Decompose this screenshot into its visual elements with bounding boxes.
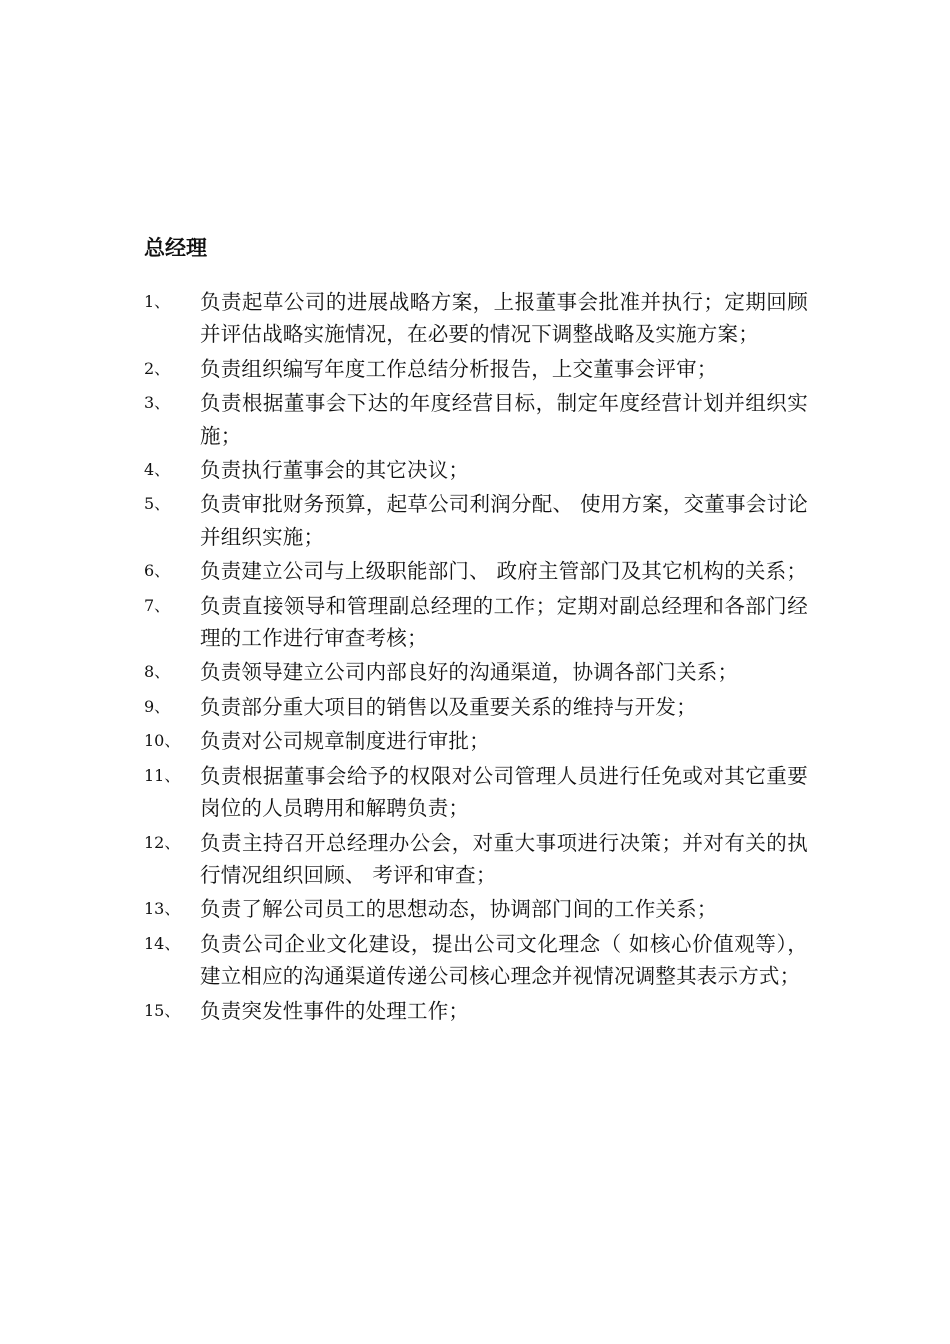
item-text: 负责公司企业文化建设，提出公司文化理念（ 如核心价值观等），建立相应的沟通渠道传递公司核心理念并视情况调整其表示方式； bbox=[200, 931, 808, 989]
list-item bbox=[144, 691, 808, 723]
list-item bbox=[144, 827, 808, 892]
item-number: 8、 bbox=[144, 662, 171, 682]
item-number: 7、 bbox=[144, 595, 171, 615]
item-number: 6、 bbox=[144, 561, 171, 581]
item-number: 15、 bbox=[144, 1000, 181, 1020]
item-text: 负责根据董事会给予的权限对公司管理人员进行任免或对其它重要岗位的人员聘用和解聘负责； bbox=[200, 763, 808, 821]
item-text: 负责根据董事会下达的年度经营目标，制定年度经营计划并组织实施； bbox=[200, 391, 808, 448]
item-text: 负责对公司规章制度进行审批； bbox=[200, 729, 490, 754]
list-item bbox=[144, 590, 808, 655]
item-number: 10、 bbox=[144, 731, 181, 751]
list-item bbox=[144, 656, 808, 688]
duty-list bbox=[144, 286, 808, 1029]
item-text: 负责了解公司员工的思想动态，协调部门间的工作关系； bbox=[200, 897, 718, 922]
list-item bbox=[144, 286, 808, 351]
item-text: 负责建立公司与上级职能部门、 政府主管部门及其它机构的关系； bbox=[200, 559, 808, 584]
item-number: 4、 bbox=[144, 460, 171, 480]
item-number: 1、 bbox=[144, 292, 171, 311]
list-item bbox=[144, 454, 808, 486]
item-number: 2、 bbox=[144, 358, 171, 378]
item-text: 负责执行董事会的其它决议； bbox=[200, 458, 470, 483]
list-item bbox=[144, 928, 808, 993]
page-title: 总经理 bbox=[144, 236, 207, 260]
list-item bbox=[144, 353, 808, 385]
list-item bbox=[144, 995, 808, 1027]
item-number: 13、 bbox=[144, 899, 181, 919]
item-number: 5、 bbox=[144, 494, 171, 514]
item-number: 14、 bbox=[144, 933, 181, 953]
list-item bbox=[144, 488, 808, 553]
list-item bbox=[144, 725, 808, 757]
item-text: 负责组织编写年度工作总结分析报告，上交董事会评审； bbox=[200, 356, 718, 381]
item-text: 负责部分重大项目的销售以及重要关系的维持与开发； bbox=[200, 694, 697, 719]
list-item bbox=[144, 893, 808, 925]
item-text: 负责起草公司的进展战略方案，上报董事会批准并执行；定期回顾并评估战略实施情况，在必要的情况下调整战略及实施方案； bbox=[200, 290, 808, 347]
item-number: 3、 bbox=[144, 393, 171, 413]
item-text: 负责直接领导和管理副总经理的工作；定期对副总经理和各部门经理的工作进行审查考核； bbox=[200, 593, 808, 651]
item-number: 9、 bbox=[144, 696, 171, 716]
item-number: 11、 bbox=[144, 765, 181, 785]
item-text: 负责审批财务预算，起草公司利润分配、 使用方案，交董事会讨论并组织实施； bbox=[200, 492, 808, 549]
list-item bbox=[144, 387, 808, 452]
item-number: 12、 bbox=[144, 832, 181, 852]
list-item bbox=[144, 555, 808, 587]
item-text: 负责突发性事件的处理工作； bbox=[200, 998, 470, 1023]
item-text: 负责领导建立公司内部良好的沟通渠道，协调各部门关系； bbox=[200, 660, 739, 685]
item-text: 负责主持召开总经理办公会，对重大事项进行决策；并对有关的执行情况组织回顾、 考评和审查； bbox=[200, 830, 808, 887]
list-item bbox=[144, 760, 808, 825]
